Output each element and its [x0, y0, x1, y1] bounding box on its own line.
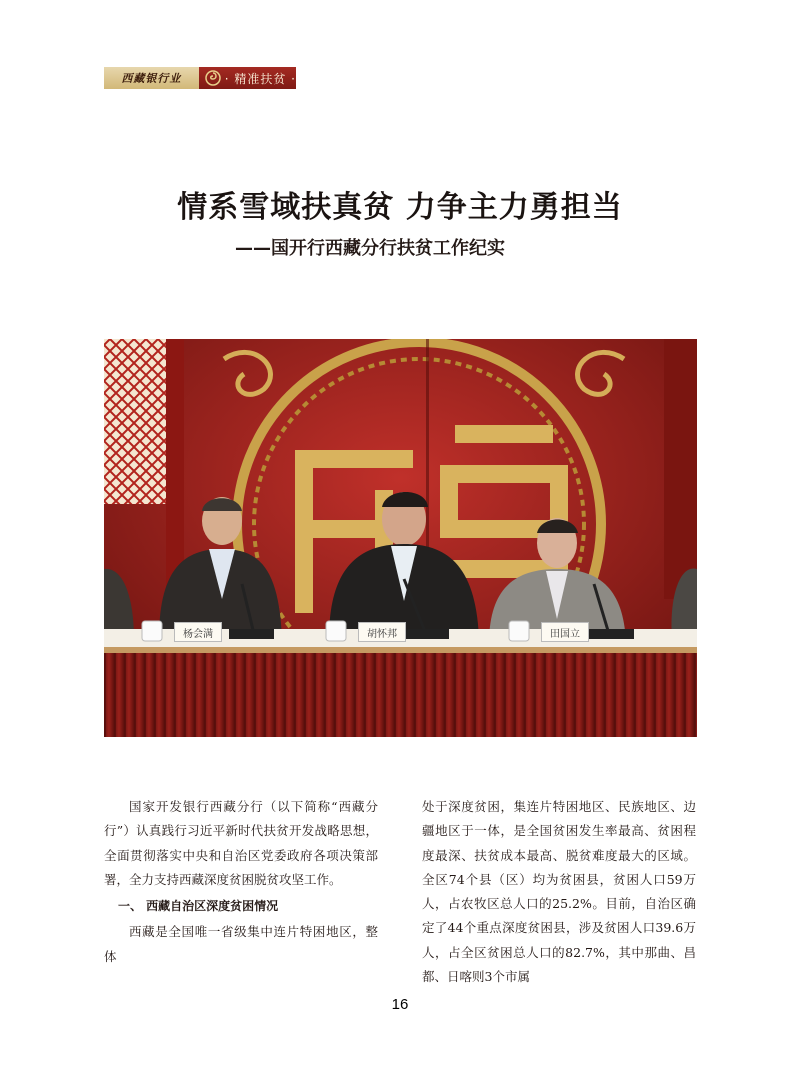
- page-number: 16: [391, 996, 409, 1013]
- section-box: [199, 67, 296, 89]
- brand-box: [104, 67, 199, 89]
- text-column-right: [422, 795, 696, 989]
- swirl-ornament-icon: [205, 70, 221, 86]
- continued-paragraph: 处于深度贫困，集连片特困地区、民族地区、边疆地区于一体，是全国贫困发生率最高、贫困程度最深、扶贫成本最高、脱贫难度最大的区域。全区74个县（区）均为贫困县，贫困人口59万人，占农牧区总人口的25.2%。目前，自治区确定了44个重点深度贫困县，涉及贫困人口39.6万人，占全区贫困总人口的82.7%，其中那曲、昌都、日喀则3个市属: [422, 799, 696, 985]
- meeting-photo: [104, 339, 697, 737]
- nameplate: 田国立: [541, 622, 589, 642]
- section-label: · 精准扶贫 ·: [224, 71, 296, 86]
- text-column-left: [104, 795, 378, 969]
- nameplate: 杨会满: [174, 622, 222, 642]
- article-title: 情系雪域扶真贫 力争主力勇担当: [177, 190, 623, 225]
- brand-name: 西藏银行业: [121, 72, 182, 85]
- header-badge: [104, 67, 296, 89]
- section-paragraph: 西藏是全国唯一省级集中连片特困地区，整体: [104, 924, 378, 964]
- section-heading: 一、 西藏自治区深度贫困情况: [118, 899, 279, 914]
- article-subtitle: ——国开行西藏分行扶贫工作纪实: [235, 238, 505, 259]
- intro-paragraph: 国家开发银行西藏分行（以下简称“西藏分行”）认真践行习近平新时代扶贫开发战略思想，全面贯彻落实中央和自治区党委政府各项决策部署，全力支持西藏深度贫困脱贫攻坚工作。: [104, 799, 378, 887]
- nameplate: 胡怀邦: [358, 622, 406, 642]
